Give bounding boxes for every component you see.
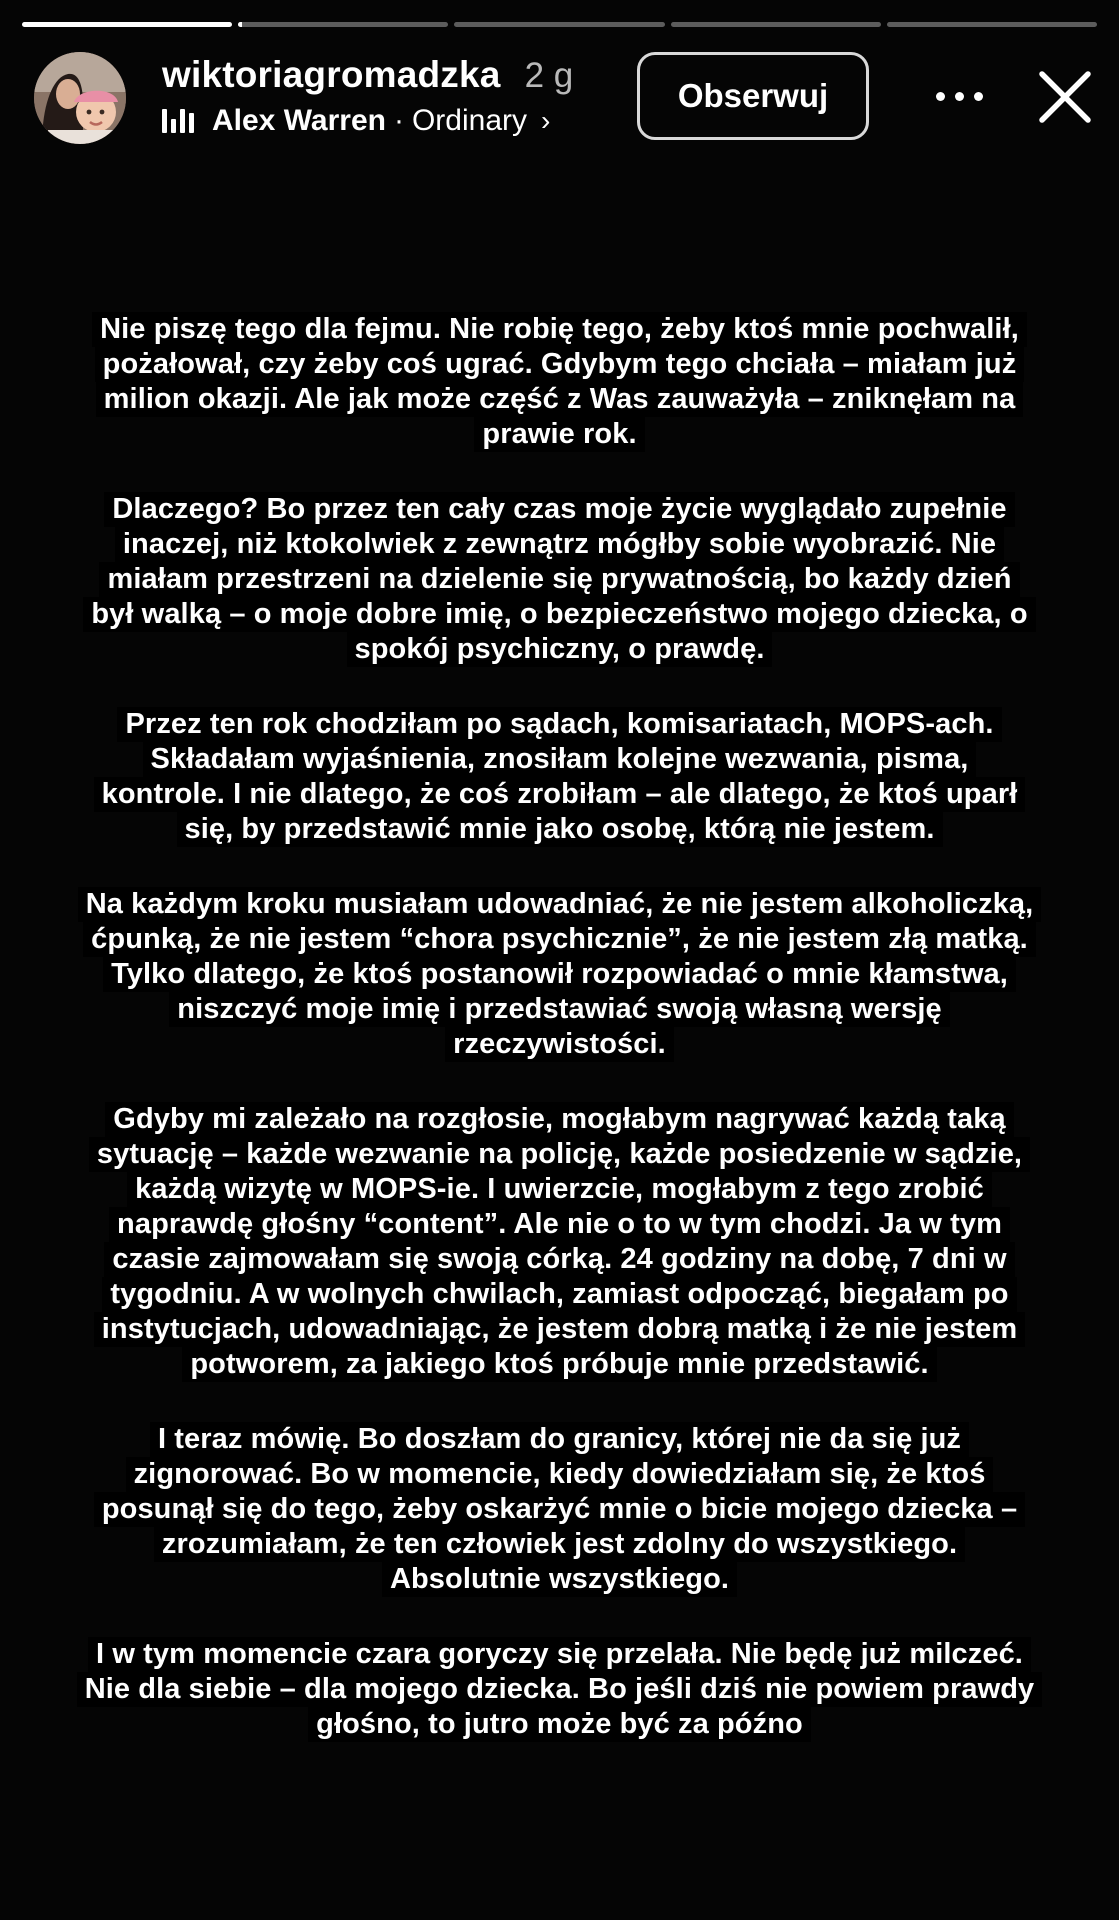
chevron-right-icon: › bbox=[541, 105, 551, 136]
more-dot bbox=[974, 92, 983, 101]
story-text-line: czasie zajmowałam się swoją córką. 24 godziny na dobę, 7 dni w bbox=[104, 1242, 1014, 1277]
story-paragraph bbox=[0, 1102, 1119, 1382]
story-text-line: Na każdym kroku musiałam udowadniać, że nie jestem alkoholiczką, bbox=[78, 887, 1042, 922]
story-text-line: każdą wizytę w MOPS-ie. I uwierzcie, mogłabym z tego zrobić bbox=[127, 1172, 992, 1207]
story-text-line: Gdyby mi zależało na rozgłosie, mogłabym nagrywać każdą taką bbox=[105, 1102, 1013, 1137]
story-text-line: głośno, to jutro może być za późno bbox=[308, 1707, 811, 1742]
story-text-line: kontrole. I nie dlatego, że coś zrobiłam – ale dlatego, że ktoś uparł bbox=[94, 777, 1026, 812]
story-text-line: był walką – o moje dobre imię, o bezpieczeństwo mojego dziecka, o bbox=[83, 597, 1035, 632]
more-dot bbox=[955, 92, 964, 101]
story-text-line: prawie rok. bbox=[474, 417, 644, 452]
story-text-block bbox=[0, 312, 1119, 1782]
progress-segment bbox=[671, 22, 881, 27]
user-row bbox=[162, 54, 573, 96]
story-text-line: się, by przedstawić mnie jako osobę, którą nie jestem. bbox=[177, 812, 943, 847]
story-text-line: Tylko dlatego, że ktoś postanowił rozpowiadać o mnie kłamstwa, bbox=[103, 957, 1016, 992]
story-paragraph bbox=[0, 887, 1119, 1062]
more-dot bbox=[936, 92, 945, 101]
story-progress-bar bbox=[22, 22, 1097, 27]
story-text-line: rzeczywistości. bbox=[445, 1027, 674, 1062]
story-paragraph bbox=[0, 1637, 1119, 1742]
more-icon[interactable] bbox=[924, 68, 994, 124]
story-text-line: miałam przestrzeni na dzielenie się prywatnością, bo każdy dzień bbox=[99, 562, 1019, 597]
progress-segment bbox=[22, 22, 232, 27]
story-text-line: spokój psychiczny, o prawdę. bbox=[347, 632, 773, 667]
story-text-line: zignorować. Bo w momencie, kiedy dowiedziałam się, że ktoś bbox=[126, 1457, 994, 1492]
music-bars-icon bbox=[162, 109, 194, 133]
post-time: 2 g bbox=[524, 56, 574, 95]
progress-fill bbox=[22, 22, 232, 27]
avatar[interactable] bbox=[34, 52, 126, 144]
story-text-line: zrozumiałam, że ten człowiek jest zdolny do wszystkiego. bbox=[154, 1527, 965, 1562]
story-paragraph bbox=[0, 707, 1119, 847]
progress-segment bbox=[454, 22, 664, 27]
progress-fill bbox=[238, 22, 242, 27]
story-text-line: potworem, za jakiego ktoś próbuje mnie przedstawić. bbox=[182, 1347, 936, 1382]
story-text-line: I teraz mówię. Bo doszłam do granicy, której nie da się już bbox=[150, 1422, 969, 1457]
progress-segment bbox=[238, 22, 448, 27]
story-text-line: Absolutnie wszystkiego. bbox=[382, 1562, 737, 1597]
story-text-line: posunął się do tego, żeby oskarżyć mnie o bicie mojego dziecka – bbox=[94, 1492, 1025, 1527]
story-text-line: naprawdę głośny “content”. Ale nie o to w tym chodzi. Ja w tym bbox=[109, 1207, 1010, 1242]
story-text-line: Nie piszę tego dla fejmu. Nie robię tego, żeby ktoś mnie pochwalił, bbox=[92, 312, 1027, 347]
story-text-line: sytuację – każde wezwanie na policję, każde posiedzenie w sądzie, bbox=[89, 1137, 1030, 1172]
story-text-line: instytucjach, udowadniając, że jestem dobrą matką i że nie jestem bbox=[94, 1312, 1025, 1347]
story-text-line: Składałam wyjaśnienia, znosiłam kolejne wezwania, pisma, bbox=[143, 742, 977, 777]
close-icon[interactable] bbox=[1030, 62, 1100, 132]
progress-segment bbox=[887, 22, 1097, 27]
story-text-line: pożałował, czy żeby coś ugrać. Gdybym tego chciała – miałam już bbox=[95, 347, 1025, 382]
story-text-line: inaczej, niż ktokolwiek z zewnątrz mógłby sobie wyobrazić. Nie bbox=[115, 527, 1004, 562]
follow-button[interactable]: Obserwuj bbox=[637, 52, 869, 140]
story-paragraph bbox=[0, 312, 1119, 452]
story-paragraph bbox=[0, 492, 1119, 667]
story-text-line: Przez ten rok chodziłam po sądach, komisariatach, MOPS-ach. bbox=[117, 707, 1001, 742]
story-text-line: ćpunką, że nie jestem “chora psychicznie”, że nie jestem złą matką. bbox=[83, 922, 1036, 957]
story-meta bbox=[162, 54, 573, 138]
story-text-line: tygodniu. A w wolnych chwilach, zamiast odpocząć, biegałam po bbox=[102, 1277, 1016, 1312]
username[interactable]: wiktoriagromadzka bbox=[162, 54, 501, 95]
story-text-line: milion okazji. Ale jak może część z Was zauważyła – zniknęłam na bbox=[96, 382, 1024, 417]
story-paragraph bbox=[0, 1422, 1119, 1597]
story-text-line: I w tym momencie czara goryczy się przelała. Nie będę już milczeć. bbox=[88, 1637, 1031, 1672]
music-separator: · bbox=[393, 104, 404, 137]
music-attribution[interactable] bbox=[162, 104, 573, 138]
music-artist: Alex Warren bbox=[212, 104, 386, 137]
music-song: Ordinary bbox=[411, 104, 527, 137]
story-header bbox=[34, 50, 1089, 146]
story-text-line: Dlaczego? Bo przez ten cały czas moje życie wyglądało zupełnie bbox=[104, 492, 1014, 527]
story-text-line: niszczyć moje imię i przedstawiać swoją własną wersję bbox=[169, 992, 949, 1027]
story-text-line: Nie dla siebie – dla mojego dziecka. Bo jeśli dziś nie powiem prawdy bbox=[77, 1672, 1043, 1707]
